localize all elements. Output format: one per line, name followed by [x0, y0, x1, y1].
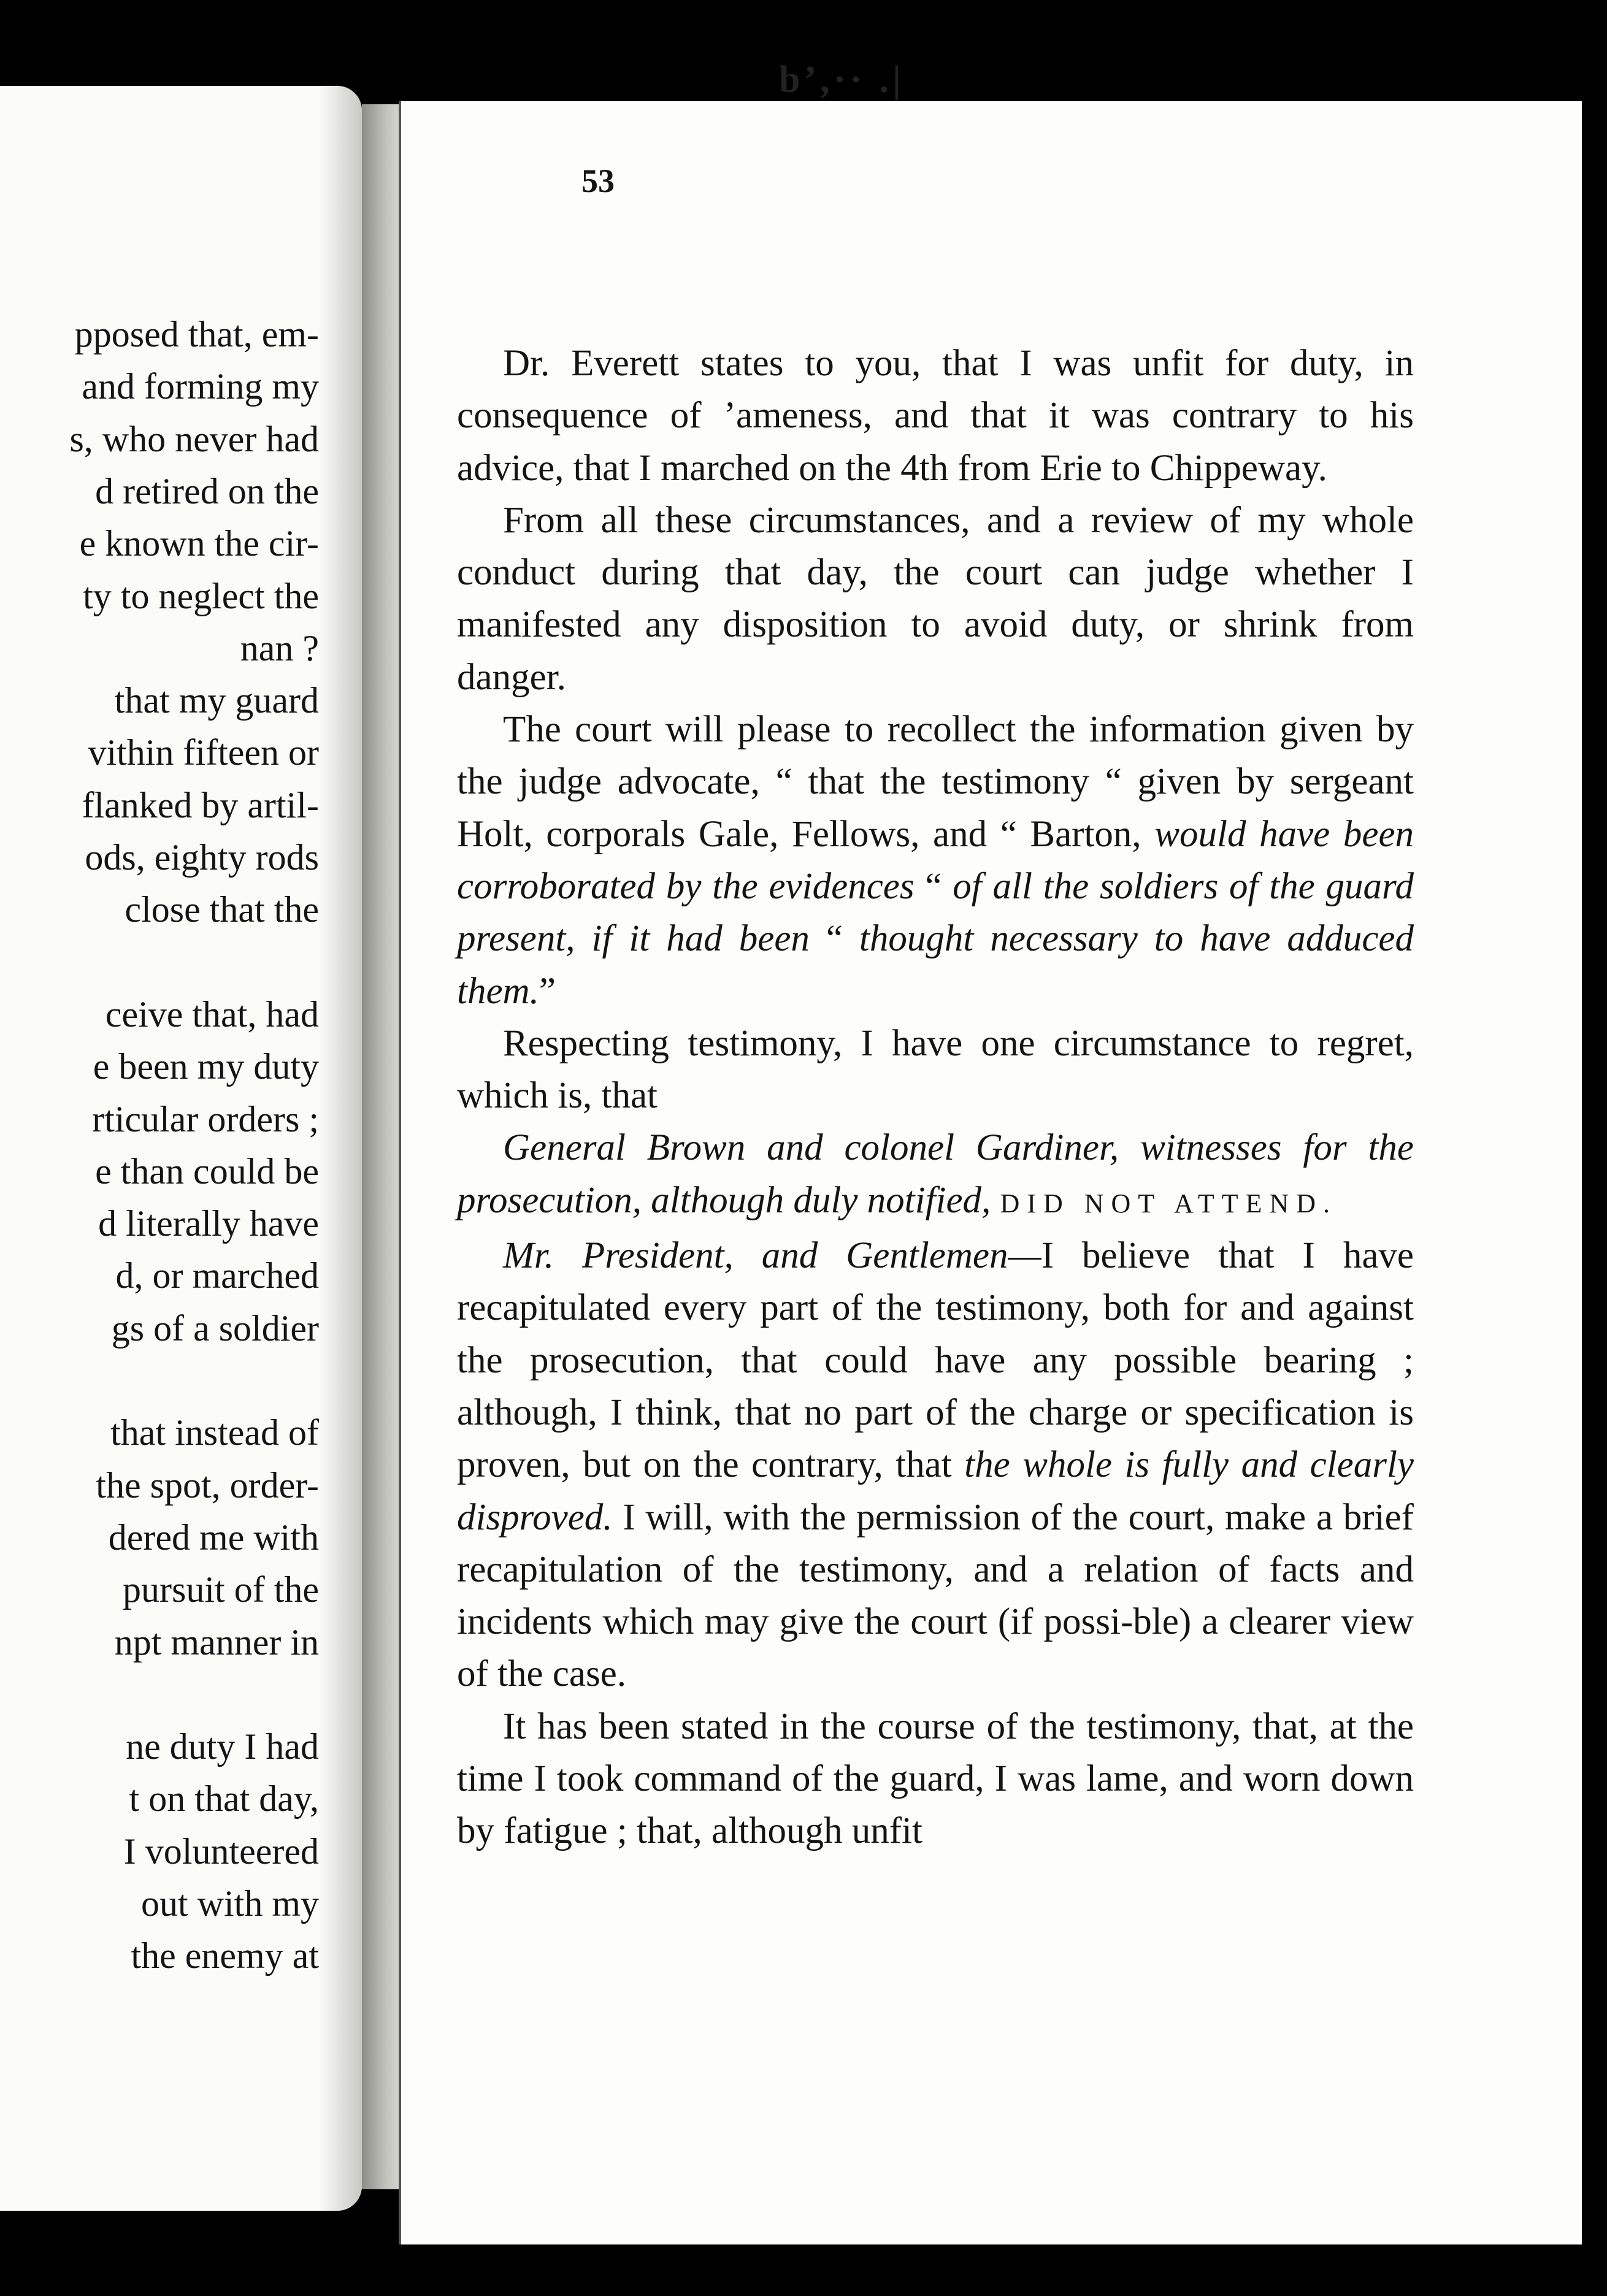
left-page-line: I volunteered [123, 1831, 319, 1872]
paragraph-3-text: The court will please to recollect the information given by the judge advocate, “ that the testimony “ given by sergeant Holt, corporals Gale, Fellows, and “ Barton, [457, 709, 1414, 855]
left-page-line: pposed that, em- [74, 314, 319, 354]
left-page-line: e been my duty [93, 1046, 319, 1087]
left-page-line: pursuit of the [123, 1569, 319, 1610]
left-page-gutter-shadow [319, 86, 362, 2211]
scan-top-marks: b’,·· .| [779, 59, 905, 101]
paragraph-5-small-caps: DID NOT ATTEND. [1000, 1188, 1338, 1219]
quote-mark-3: “ [826, 918, 843, 960]
left-page-line: ods, eighty rods [85, 837, 319, 878]
left-page-line: flanked by artil- [82, 784, 319, 825]
left-page-line: the enemy at [131, 1935, 319, 1976]
left-page-line: gs of a soldier [111, 1307, 319, 1349]
left-page-line: rticular orders ; [92, 1098, 319, 1139]
closing-quote: ” [539, 970, 556, 1012]
paragraph-6-text-2: I will, with the permission of the court, make a brief recapitulation of the testimony, and a relation of facts and incidents which may give the court (if possi-ble) a clearer view of the case. [457, 1496, 1414, 1695]
paragraph-5 [457, 1122, 1414, 1230]
left-page-line: ceive that, had [105, 993, 319, 1035]
left-page-line: ne duty I had [126, 1726, 319, 1767]
paragraph-2: From all these circumstances, and a review of my whole conduct during that day, the court can judge whether I manifested any disposition to avoid duty, or shrink from danger. [457, 499, 1414, 698]
left-page-line: that my guard [114, 680, 319, 721]
left-page-line: that instead of [110, 1412, 319, 1453]
paragraph-3-italic-2: of all the soldiers of the guard present, if it had been [457, 865, 1414, 960]
left-page-line: vithin fifteen or [88, 732, 319, 773]
paragraph-3-italic-3: thought necessary to have adduced them. [457, 918, 1414, 1012]
paragraph-6-italic: the whole is fully and clearly disproved. [457, 1444, 1414, 1538]
left-page-line: dered me with [108, 1517, 319, 1558]
left-page-line: ty to neglect the [83, 575, 319, 616]
page-number: 53 [581, 163, 615, 199]
paragraph-3 [457, 703, 1414, 1017]
left-page-line: and forming my [82, 366, 319, 407]
left-page-line: nan ? [240, 627, 319, 668]
left-page-line: the spot, order- [96, 1464, 319, 1506]
quote-mark-2: “ [925, 865, 942, 907]
paragraph-6-italic-opening: Mr. President, and Gentlemen— [503, 1235, 1041, 1277]
left-page [0, 86, 362, 2211]
left-page-line: e than could be [95, 1150, 319, 1192]
paragraph-4: Respecting testimony, I have one circumstance to regret, which is, that [457, 1022, 1414, 1117]
paragraph-6 [457, 1230, 1414, 1701]
left-page-line: t on that day, [129, 1778, 319, 1820]
paragraph-1: Dr. Everett states to you, that I was unfit for duty, in consequence of ʼameness, and that it was contrary to his advice, that I marched on the 4th from Erie to Chippeway. [457, 343, 1414, 489]
left-page-line: d, or marched [115, 1255, 319, 1296]
left-page-line: s, who never had [69, 418, 319, 459]
left-page-line: d retired on the [95, 470, 319, 511]
left-page-line: npt manner in [114, 1621, 319, 1663]
paragraph-7: It has been stated in the course of the testimony, that, at the time I took command of the guard, I was lame, and worn down by fatigue ; that, although unfit [457, 1705, 1414, 1852]
left-page-line: e known the cir- [79, 523, 319, 564]
left-page-line: out with my [140, 1883, 319, 1924]
paragraph-5-italic: General Brown and colonel Gardiner, witnesses for the prosecution, although duly notified, [457, 1127, 1414, 1221]
left-page-line: d literally have [98, 1203, 319, 1244]
right-page-text [457, 337, 1414, 1858]
left-page-line: close that the [125, 889, 319, 930]
paragraph-6-text: I believe that I have recapitulated every part of the testimony, both for and against the prosecution, that could have any possible bearing ; although, I think, that no part of the charge or specification is proven, but on the contrary, that [457, 1235, 1414, 1486]
paragraph-3-italic-1: would have been corroborated by the evidences [457, 813, 1414, 907]
